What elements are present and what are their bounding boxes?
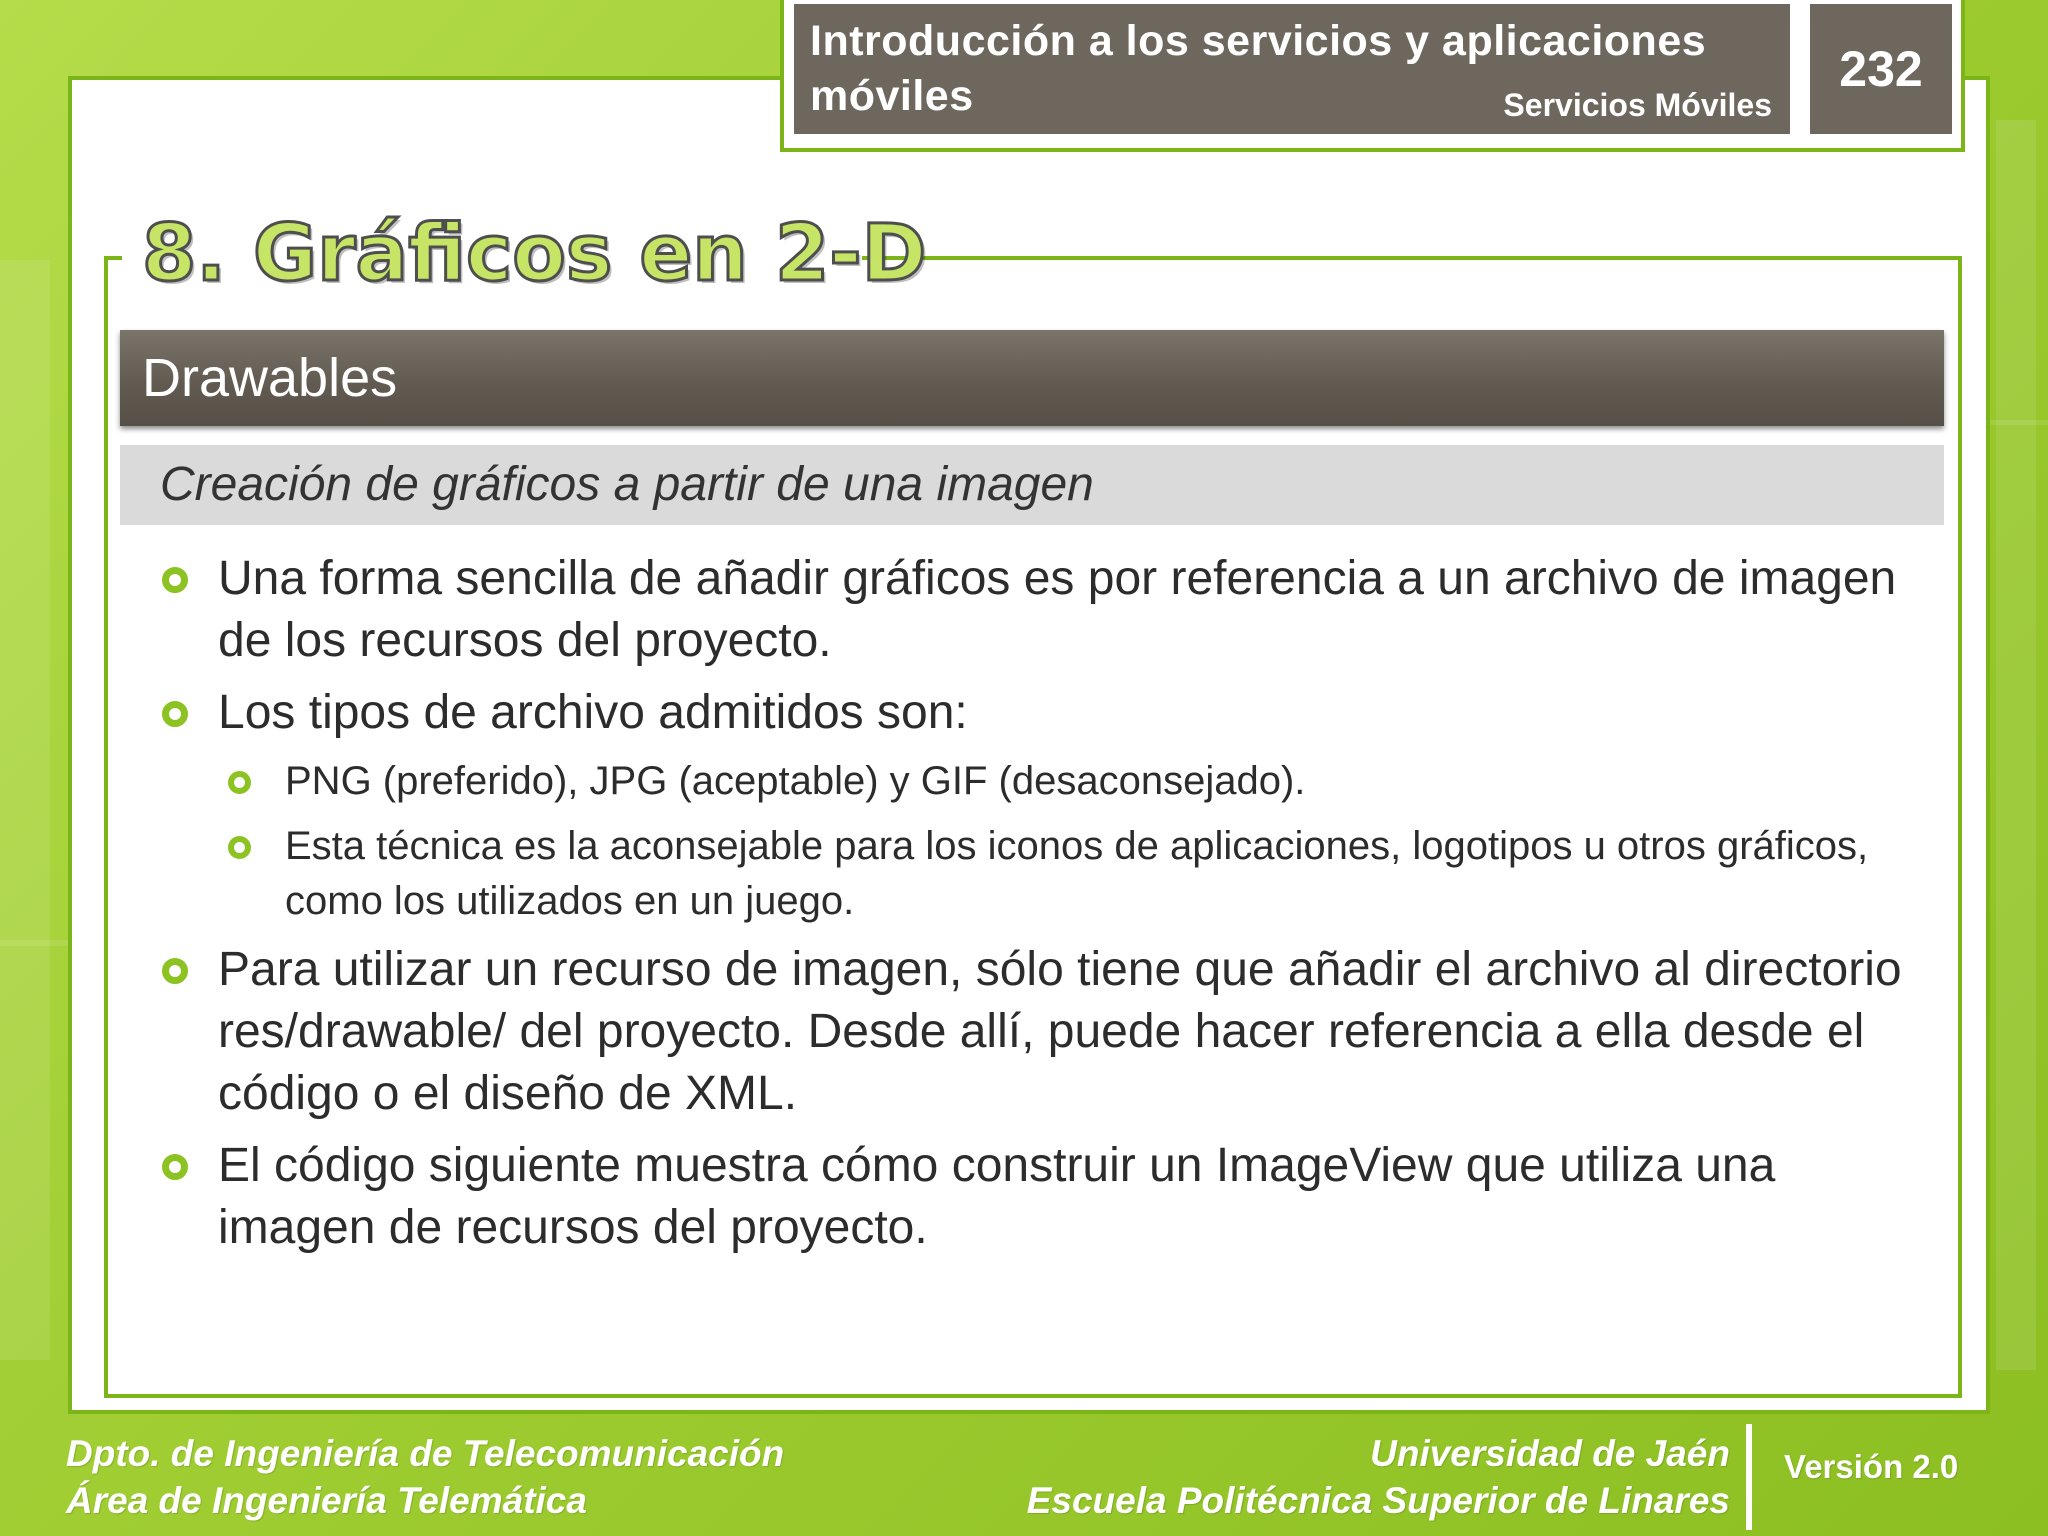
bullet-text: El código siguiente muestra cómo construir un ImageView que utiliza una imagen de recursos del proyecto. — [218, 1139, 1776, 1254]
slide-title: 8. Gráficos en 2-D — [142, 209, 927, 299]
section-bar — [120, 330, 1944, 426]
bullet-text: Los tipos de archivo admitidos son: — [218, 686, 968, 739]
page-number: 232 — [1810, 4, 1952, 134]
sub-bullet-text: Esta técnica es la aconsejable para los iconos de aplicaciones, logotipos u otros gráficos, como los utilizados en un juego. — [285, 824, 1869, 923]
footer-dept-line: Dpto. de Ingeniería de Telecomunicación — [66, 1433, 785, 1474]
course-subtitle: Servicios Móviles — [1503, 87, 1772, 123]
sub-bullet-item — [150, 754, 1910, 809]
section-title: Drawables — [142, 348, 398, 408]
background-streak — [1996, 120, 2036, 1370]
bullet-text: Una forma sencilla de añadir gráficos es por referencia a un archivo de imagen de los recursos del proyecto. — [218, 552, 1897, 667]
subsection-bar — [120, 445, 1944, 525]
bullet-item — [150, 939, 1910, 1125]
ring-bullet-icon — [162, 1154, 188, 1180]
footer-university — [1027, 1430, 1730, 1524]
subsection-title: Creación de gráficos a partir de una imagen — [160, 458, 1094, 511]
bullet-list — [150, 548, 1910, 1269]
ring-bullet-icon — [162, 958, 188, 984]
sub-bullet-item — [150, 819, 1910, 929]
course-header — [794, 4, 1790, 134]
footer-version: Versión 2.0 — [1784, 1448, 1959, 1485]
bullet-item — [150, 548, 1910, 672]
ring-bullet-icon — [228, 836, 251, 859]
background-streak — [0, 260, 50, 1360]
sub-bullet-text: PNG (preferido), JPG (aceptable) y GIF (desaconsejado). — [285, 759, 1306, 803]
footer-univ-line: Universidad de Jaén — [1370, 1433, 1730, 1474]
bullet-item — [150, 1135, 1910, 1259]
footer-divider — [1746, 1424, 1752, 1530]
footer-school-line: Escuela Politécnica Superior de Linares — [1026, 1480, 1730, 1521]
footer-department — [66, 1430, 784, 1524]
ring-bullet-icon — [228, 771, 251, 794]
footer-area-line: Área de Ingeniería Telemática — [66, 1480, 587, 1521]
ring-bullet-icon — [162, 701, 188, 727]
background-streak — [1990, 420, 2048, 425]
course-title: Introducción a los servicios y aplicaciones móviles — [810, 17, 1707, 120]
ring-bullet-icon — [162, 567, 188, 593]
background-streak — [0, 940, 70, 946]
bullet-item — [150, 682, 1910, 744]
bullet-text: Para utilizar un recurso de imagen, sólo tiene que añadir el archivo al directorio res/drawable/ del proyecto. Desde allí, puede hacer referencia a ella desde el código o el diseño de XML. — [218, 943, 1902, 1120]
